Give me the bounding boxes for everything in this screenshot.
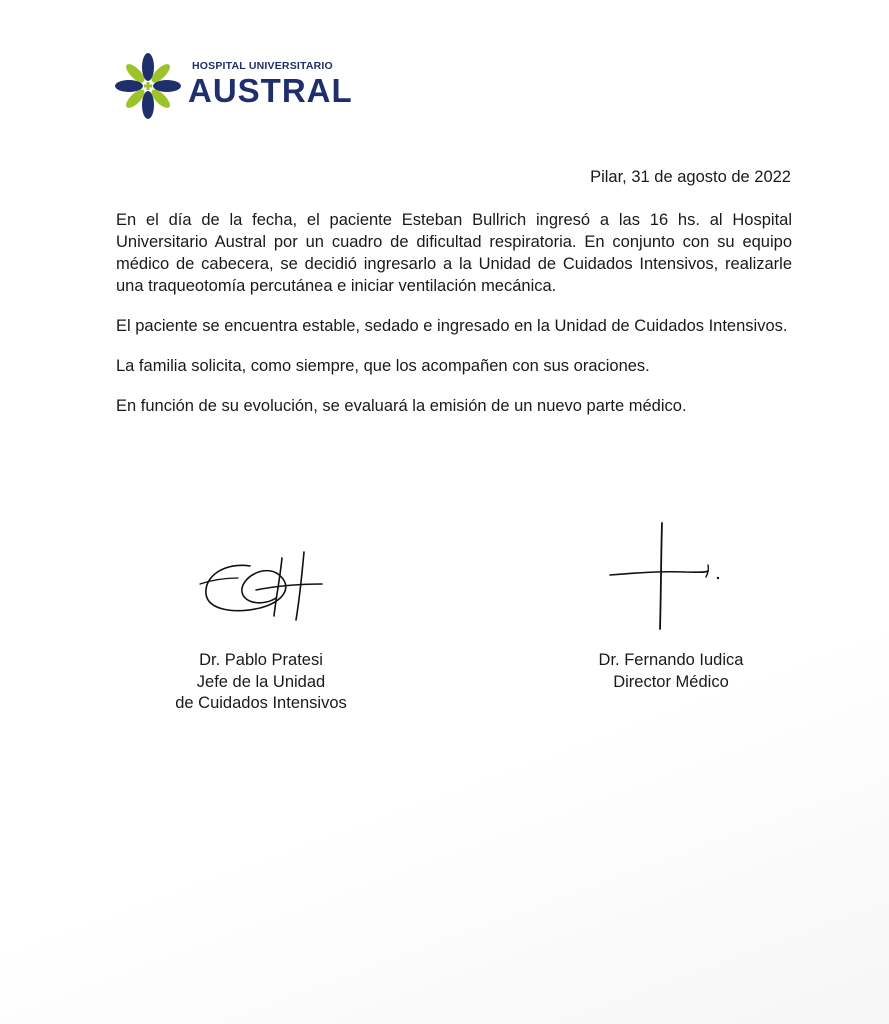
signer-title: Jefe de la Unidad bbox=[196, 672, 326, 691]
signature-block-right bbox=[556, 650, 786, 693]
austral-flower-icon bbox=[114, 52, 182, 120]
logo-subtitle: HOSPITAL UNIVERSITARIO bbox=[192, 60, 333, 72]
signature-iudica bbox=[600, 515, 730, 640]
letter-body bbox=[116, 209, 792, 435]
signer-title: Director Médico bbox=[613, 672, 729, 691]
paragraph: La familia solicita, como siempre, que los acompañen con sus oraciones. bbox=[116, 357, 650, 375]
signature-pratesi bbox=[190, 528, 340, 638]
paragraph: El paciente se encuentra estable, sedado e ingresado en la Unidad de Cuidados Intensivos. bbox=[116, 317, 788, 335]
paragraph: En el día de la fecha, el paciente Esteban Bullrich ingresó a las 16 hs. al Hospital Universitario Austral por un cuadro de dificultad respiratoria. En conjunto con su equipo médico de cabecera, se decidió ingresarlo a la Unidad de Cuidados Intensivos, realizarle una traqueotomía percutánea e iniciar ventilación mecánica. bbox=[116, 211, 792, 295]
signer-name: Dr. Fernando Iudica bbox=[598, 651, 744, 669]
letter-date: Pilar, 31 de agosto de 2022 bbox=[590, 168, 791, 186]
logo-wordmark: AUSTRAL bbox=[188, 72, 353, 109]
signer-name: Dr. Pablo Pratesi bbox=[199, 651, 323, 669]
signature-block-left bbox=[146, 650, 376, 715]
signer-title: de Cuidados Intensivos bbox=[175, 694, 347, 712]
hospital-logo bbox=[114, 52, 353, 124]
paragraph: En función de su evolución, se evaluará la emisión de un nuevo parte médico. bbox=[116, 397, 687, 415]
